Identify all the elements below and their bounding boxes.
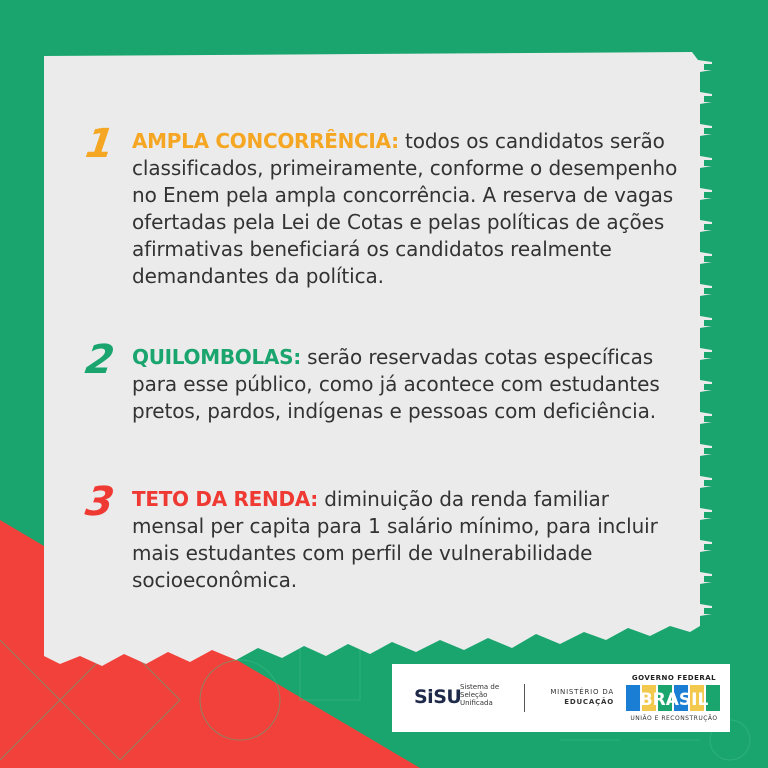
sisu-subtitle: Sistema de Seleção Unificada xyxy=(460,683,500,707)
item-text xyxy=(132,128,686,290)
logo-divider xyxy=(524,684,525,712)
footer-logos xyxy=(392,664,730,732)
ministry-line-1: MINISTÉRIO DA xyxy=(550,688,614,696)
brasil-logo xyxy=(624,683,724,713)
item-heading: QUILOMBOLAS: xyxy=(132,345,301,369)
item-number-3: 3 xyxy=(82,479,118,525)
item-ampla-concorrencia xyxy=(82,121,686,290)
item-text xyxy=(132,486,686,594)
item-teto-da-renda xyxy=(82,479,686,594)
item-heading: TETO DA RENDA: xyxy=(132,487,319,511)
gov-title: GOVERNO FEDERAL xyxy=(631,674,717,682)
item-body: todos os candidatos serão classificados, primeiramente, conforme o desempenho no Enem pela ampla concorrência. A reserva de vagas ofertadas pela Lei de Cotas e pelas políticas de ações afirmativas beneficiará os candidatos realmente demandantes da política. xyxy=(132,129,678,288)
item-heading: AMPLA CONCORRÊNCIA: xyxy=(132,129,399,153)
item-body: serão reservadas cotas específicas para esse público, como já acontece com estudantes pretos, pardos, indígenas e pessoas com deficiência. xyxy=(132,345,660,423)
item-text xyxy=(132,344,686,425)
gov-subtitle: UNIÃO E RECONSTRUÇÃO xyxy=(630,715,718,722)
item-quilombolas xyxy=(82,337,686,425)
ministry-line-2: EDUCAÇÃO xyxy=(564,698,614,706)
notebook-holes-decoration xyxy=(704,64,714,614)
brasil-word: BRASIL xyxy=(639,690,709,710)
sisu-logo: SiSU xyxy=(414,686,462,708)
item-body: diminuição da renda familiar mensal per capita para 1 salário mínimo, para incluir mais estudantes com perfil de vulnerabilidade socioeconômica. xyxy=(132,487,658,592)
ministry-logo xyxy=(534,687,614,707)
item-number-1: 1 xyxy=(82,121,118,167)
item-number-2: 2 xyxy=(82,337,118,383)
